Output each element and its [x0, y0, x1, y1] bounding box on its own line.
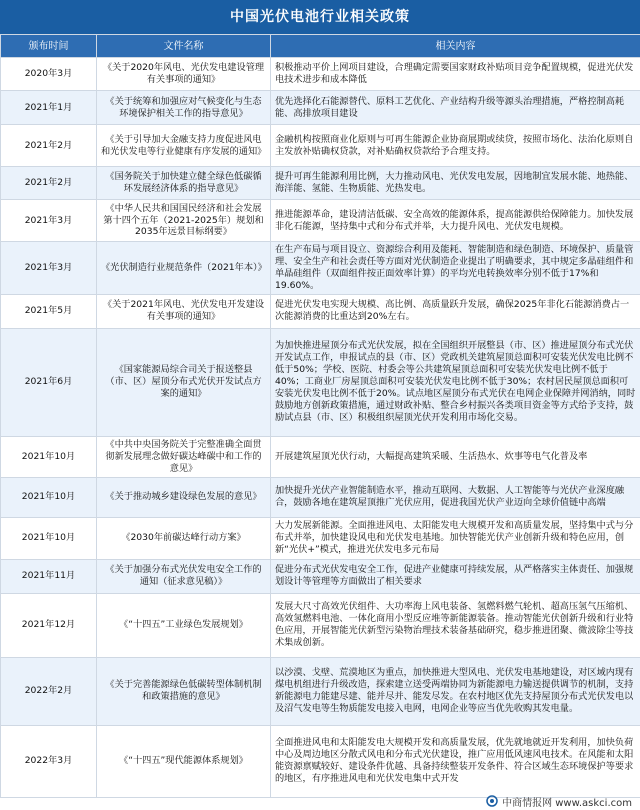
table-row [1, 328, 640, 436]
table-row [1, 559, 640, 593]
row-date: 2021年10月 [1, 477, 97, 517]
row-content: 全面推进风电和太阳能发电大规模开发和高质量发展，优先就地就近开发利用，加快负荷中心及周边地区分散式风电和分布式光伏建设，推广应用低风速风电技术。在风能和太阳能资源禀赋较好、建设条件优越、具备持续整装开发条件、符合区域生态环境保护等要求的地区，有序推进风电和光伏发电集中式开发 [271, 725, 640, 797]
footer-source: 中商情报网 www.askci.com [502, 797, 632, 809]
row-date: 2021年12月 [1, 593, 97, 657]
row-file-name: 《关于推动城乡建设绿色发展的意见》 [97, 477, 271, 517]
row-file-name: 《中华人民共和国国民经济和社会发展第十四个五年（2021-2025年）规划和2035年远景目标纲要》 [97, 200, 271, 242]
row-content: 在生产布局与项目设立、资源综合利用及能耗、智能制造和绿色制造、环境保护、质量管理、安全生产和社会责任等方面对光伏制造企业提出了明确要求，其中规定多晶硅组件和单晶硅组件（双面组件按正面效率计算）的平均光电转换效率分别不低于17%和19.60%。 [271, 242, 640, 295]
row-content: 为加快推进屋顶分布式光伏发展，拟在全国组织开展整县（市、区）推进屋顶分布式光伏开发试点工作，申报试点的县（市、区）党政机关建筑屋顶总面积可安装光伏发电比例不低于50%；学校、医院、村委会等公共建筑屋顶总面积可安装光伏发电比例不低于40%；工商业厂房屋顶总面积可安装光伏发电比例不低于30%；农村居民屋顶总面积可安装光伏发电比例不低于20%。试点地区屋顶分布式光伏在电网企业保障并网消纳，同时鼓励地方创新政策措施，通过财政补贴、整合乡村振兴各类项目资金等方式给予支持，鼓励试点县（市、区）积极组织屋顶光伏开发利用市场化交易。 [271, 328, 640, 436]
page-title: 中国光伏电池行业相关政策 [0, 0, 640, 34]
row-date: 2021年3月 [1, 242, 97, 295]
header-date: 颁布时间 [1, 35, 97, 58]
row-content: 金融机构按照商业化原则与可再生能源企业协商展期或续贷，按照市场化、法治化原则自主发放补贴确权贷款，对补贴确权贷款给予合理支持。 [271, 125, 640, 167]
row-content: 推进能源革命，建设清洁低碳、安全高效的能源体系，提高能源供给保障能力。加快发展非化石能源，坚持集中式和分布式并举，大力提升风电、光伏发电规模。 [271, 200, 640, 242]
row-file-name: 《关于统筹和加强应对气候变化与生态环境保护相关工作的指导意见》 [97, 91, 271, 125]
row-date: 2021年1月 [1, 91, 97, 125]
table-row [1, 200, 640, 242]
row-content: 大力发展新能源。全面推进风电、太阳能发电大规模开发和高质量发展，坚持集中式与分布式并举，加快建设风电和光伏发电基地。加快智能光伏产业创新升级和特色应用，创新“光伏+”模式，推进光伏发电多元布局 [271, 517, 640, 559]
table-row [1, 91, 640, 125]
row-file-name: 《关于引导加大金融支持力度促进风电和光伏发电等行业健康有序发展的通知》 [97, 125, 271, 167]
row-file-name: 《光伏制造行业规范条件（2021年本）》 [97, 242, 271, 295]
row-content: 发展大尺寸高效光伏组件、大功率海上风电装备、氢燃料燃气轮机、超高压氢气压缩机、高效氢燃料电池、一体化商用小型反应堆等新能源装备。推动智能光伏创新升级和行业特色应用，开展智能光伏新型污染物治理技术装备基础研究，稳步推进团聚、微波除尘等技术集成创新。 [271, 593, 640, 657]
row-content: 开展建筑屋顶光伏行动，大幅提高建筑采暖、生活热水、炊事等电气化普及率 [271, 436, 640, 477]
row-file-name: 《关于2020年风电、光伏发电建设管理有关事项的通知》 [97, 58, 271, 91]
row-date: 2022年2月 [1, 657, 97, 725]
row-date: 2021年10月 [1, 517, 97, 559]
footer [0, 792, 640, 810]
row-file-name: 《中共中央国务院关于完整准确全面贯彻新发展理念做好碳达峰碳中和工作的意见》 [97, 436, 271, 477]
table-row [1, 725, 640, 797]
row-date: 2021年2月 [1, 167, 97, 200]
table-row [1, 657, 640, 725]
table-row [1, 125, 640, 167]
table-row [1, 242, 640, 295]
header-name: 文件名称 [97, 35, 271, 58]
row-file-name: 《“十四五”现代能源体系规划》 [97, 725, 271, 797]
row-file-name: 《2030年前碳达峰行动方案》 [97, 517, 271, 559]
table-row [1, 167, 640, 200]
row-content: 加快提升光伏产业智能制造水平，推动互联网、大数据、人工智能等与光伏产业深度融合，鼓励各地在建筑屋顶推广光伏应用，促进我国光伏产业迈向全球价值链中高端 [271, 477, 640, 517]
row-date: 2021年5月 [1, 294, 97, 328]
row-file-name: 《国家能源局综合司关于报送整县（市、区）屋顶分布式光伏开发试点方案的通知》 [97, 328, 271, 436]
table-header-row [1, 35, 640, 58]
row-file-name: 《关于加强分布式光伏发电安全工作的通知（征求意见稿）》 [97, 559, 271, 593]
row-content: 优先选择化石能源替代、原料工艺优化、产业结构升级等源头治理措施，严格控制高耗能、高排放项目建设 [271, 91, 640, 125]
table-row [1, 593, 640, 657]
row-content: 促进分布式光伏发电安全工作，促进产业健康可持续发展，从严格落实主体责任、加强规划设计等管理等方面做出了相关要求 [271, 559, 640, 593]
row-date: 2021年11月 [1, 559, 97, 593]
row-date: 2020年3月 [1, 58, 97, 91]
row-date: 2021年6月 [1, 328, 97, 436]
row-file-name: 《关于完善能源绿色低碳转型体制机制和政策措施的意见》 [97, 657, 271, 725]
table-body [1, 58, 640, 798]
row-content: 提升可再生能源利用比例，大力推动风电、光伏发电发展，因地制宜发展水能、地热能、海洋能、氢能、生物质能、光热发电。 [271, 167, 640, 200]
row-file-name: 《国务院关于加快建立健全绿色低碳循环发展经济体系的指导意见》 [97, 167, 271, 200]
row-date: 2021年3月 [1, 200, 97, 242]
table-row [1, 477, 640, 517]
row-content: 促进光伏发电实现大规模、高比例、高质量跃升发展，确保2025年非化石能源消费占一次能源消费的比重达到20%左右。 [271, 294, 640, 328]
header-content: 相关内容 [271, 35, 640, 58]
row-date: 2021年10月 [1, 436, 97, 477]
row-date: 2021年2月 [1, 125, 97, 167]
row-date: 2022年3月 [1, 725, 97, 797]
row-file-name: 《关于2021年风电、光伏发电开发建设有关事项的通知》 [97, 294, 271, 328]
table-row [1, 436, 640, 477]
table-row [1, 58, 640, 91]
table-row [1, 294, 640, 328]
table-row [1, 517, 640, 559]
row-content: 积极推动平价上网项目建设，合理确定需要国家财政补贴项目竞争配置规模，促进光伏发电技术进步和成本降低 [271, 58, 640, 91]
policy-table [0, 34, 640, 798]
row-file-name: 《“十四五”工业绿色发展规划》 [97, 593, 271, 657]
askci-logo-icon [486, 795, 498, 807]
row-content: 以沙漠、戈壁、荒漠地区为重点，加快推进大型风电、光伏发电基地建设，对区域内现有煤电机组进行升级改造，探索建立送受两端协同为新能源电力输送提供调节的机制，支持新能源电力能建尽建、能并尽并、能发尽发。在农村地区优先支持屋顶分布式光伏发电以及沼气发电等生物质能发电接入电网，电网企业等应当优先收购其发电量。 [271, 657, 640, 725]
